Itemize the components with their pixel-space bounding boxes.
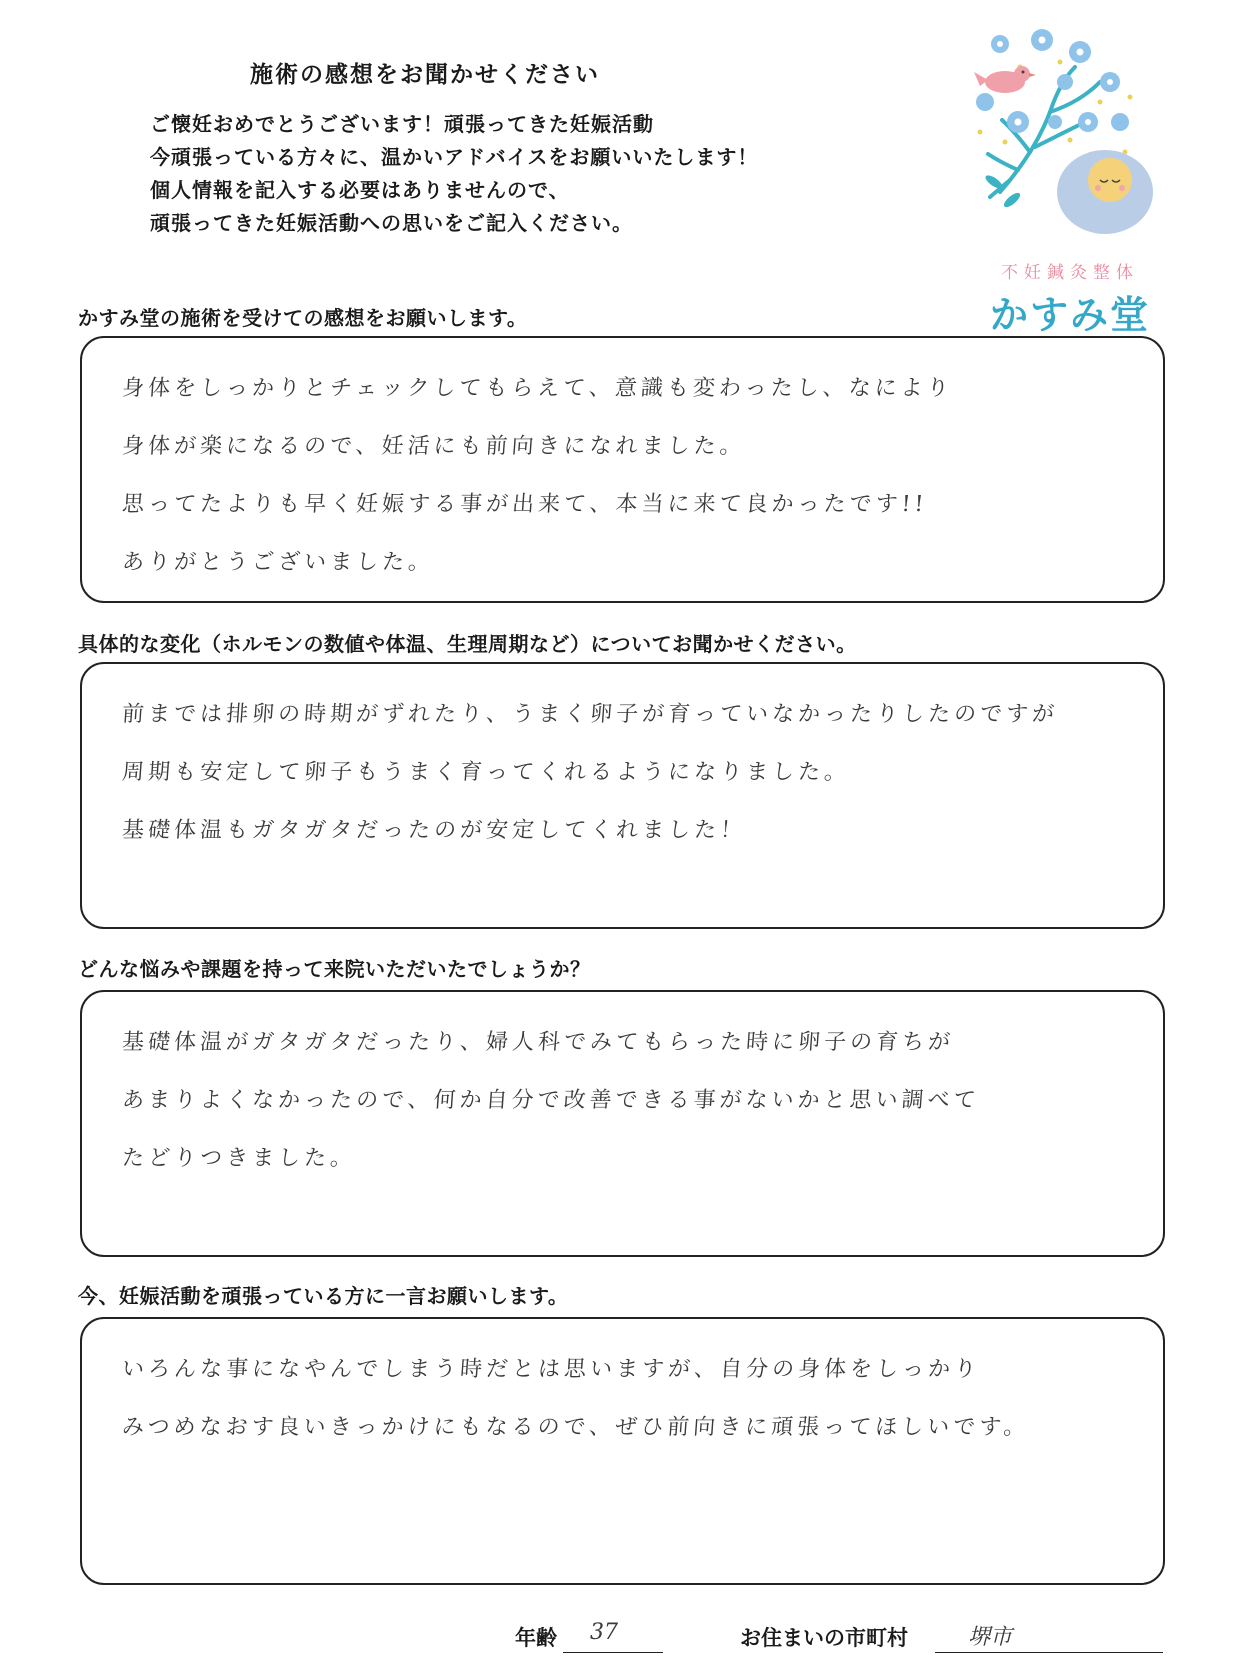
answer-line: みつめなおす良いきっかけにもなるので、ぜひ前向きに頑張ってほしいです。	[121, 1415, 1031, 1440]
answer-line: 周期も安定して卵子もうまく育ってくれるようになりました。	[121, 760, 851, 785]
intro-line: ご懐妊おめでとうございます！頑張ってきた妊娠活動	[150, 112, 654, 136]
question-label: どんな悩みや課題を持って来院いただいたでしょうか？	[78, 957, 591, 981]
question-label: かすみ堂の施術を受けての感想をお願いします。	[78, 306, 528, 330]
answer-box	[80, 990, 1165, 1257]
age-underline	[563, 1652, 663, 1653]
intro-line: 今頑張っている方々に、温かいアドバイスをお願いいたします！	[150, 145, 759, 169]
city-value: 堺市	[968, 1625, 1013, 1650]
footer-fields	[0, 1622, 1235, 1662]
bird-icon	[974, 66, 1036, 93]
answer-line: 身体が楽になるので、妊活にも前向きになれました。	[121, 434, 747, 459]
answer-line: たどりつきました。	[121, 1146, 357, 1171]
answer-line: あまりよくなかったので、何か自分で改善できる事がないかと思い調べて	[121, 1088, 981, 1113]
answer-line: 基礎体温もガタガタだったのが安定してくれました！	[121, 818, 747, 843]
logo-subtitle: 不妊鍼灸整体	[1001, 263, 1139, 283]
baby-icon	[1057, 150, 1153, 234]
intro-text	[150, 108, 910, 240]
answer-box	[80, 336, 1165, 603]
logo-name: かすみ堂	[989, 293, 1150, 337]
answer-box	[80, 662, 1165, 929]
answer-line: 思ってたよりも早く妊娠する事が出来て、本当に来て良かったです!!	[121, 492, 929, 517]
answer-box	[80, 1317, 1165, 1585]
city-underline	[935, 1652, 1163, 1653]
kasumido-logo	[960, 22, 1180, 337]
page-title: 施術の感想をお聞かせください	[250, 62, 600, 88]
answer-line: 身体をしっかりとチェックしてもらえて、意識も変わったし、なにより	[121, 376, 954, 401]
answer-line: いろんな事になやんでしまう時だとは思いますが、自分の身体をしっかり	[121, 1357, 981, 1382]
flower-bird-baby-illustration	[960, 22, 1180, 257]
intro-line: 個人情報を記入する必要はありませんので、	[150, 178, 570, 202]
age-value: 37	[590, 1620, 618, 1645]
answer-line: ありがとうございました。	[121, 550, 435, 575]
intro-line: 頑張ってきた妊娠活動への思いをご記入ください。	[150, 211, 633, 235]
question-label: 今、妊娠活動を頑張っている方に一言お願いします。	[78, 1284, 569, 1308]
answer-line: 前までは排卵の時期がずれたり、うまく卵子が育っていなかったりしたのですが	[121, 702, 1059, 727]
question-label: 具体的な変化（ホルモンの数値や体温、生理周期など）についてお聞かせください。	[78, 632, 857, 656]
age-label: 年齢	[515, 1626, 557, 1650]
answer-line: 基礎体温がガタガタだったり、婦人科でみてもらった時に卵子の育ちが	[121, 1030, 955, 1055]
city-label: お住まいの市町村	[740, 1626, 908, 1650]
